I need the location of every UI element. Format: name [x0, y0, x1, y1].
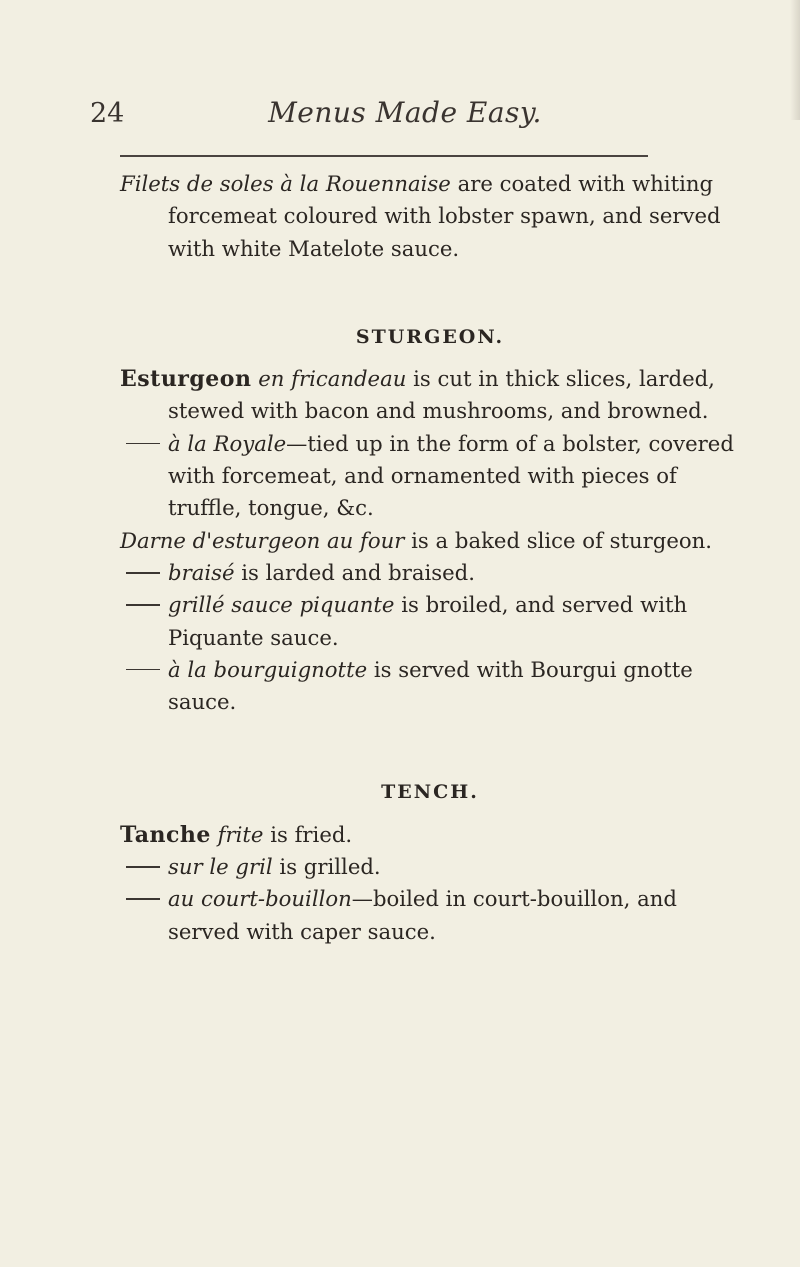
dish-title: en fricandeau [251, 366, 407, 392]
ditto-dash [126, 866, 160, 868]
entry-tanche-au-court-bouillon [120, 883, 740, 948]
entry-esturgeon-a-la-royale [120, 428, 740, 525]
dish-title: au court-bouillon [168, 886, 352, 912]
dish-title: sur le gril [168, 854, 273, 880]
entry-esturgeon-bourguignotte [120, 654, 740, 719]
section-heading-tench: TENCH. [381, 781, 479, 804]
dish-description: is larded and braised. [234, 559, 475, 585]
page-header [90, 98, 720, 142]
entry-filets-de-soles [120, 168, 740, 265]
dish-description: is served with Bourgui gnotte sauce. [168, 656, 693, 715]
page-edge-shadow [790, 0, 800, 120]
dish-title: Filets de soles à la Rouennaise [120, 171, 451, 196]
ditto-dash [126, 898, 160, 900]
entry-esturgeon-en-fricandeau [120, 363, 740, 428]
dish-description: —boiled in court-bouillon, and served with caper sauce. [168, 886, 677, 944]
dish-description: is broiled, and served with Piquante sauce. [168, 592, 688, 650]
ditto-dash [126, 443, 160, 445]
dish-title: à la Royale [168, 430, 287, 456]
entry-esturgeon-braise [120, 557, 740, 589]
dish-lead: Tanche [120, 821, 211, 848]
entry-esturgeon-grille [120, 589, 740, 654]
dish-title: à la bourguignotte [168, 656, 368, 682]
page-number: 24 [90, 98, 125, 129]
dish-title: grillé sauce piquante [168, 592, 395, 618]
entry-darne-d-esturgeon [120, 525, 740, 557]
entry-tanche-frite [120, 819, 740, 851]
dish-lead: Esturgeon [120, 366, 252, 393]
page-body [120, 168, 740, 948]
dish-description: —tied up in the form of a bolster, covered with forcemeat, and ornamented with pieces of truffle, tongue, &c. [168, 430, 734, 521]
dish-description: is a baked slice of sturgeon. [404, 527, 713, 553]
dish-description: is grilled. [272, 854, 381, 880]
dish-title: braisé [168, 559, 235, 585]
header-rule [120, 155, 648, 157]
dish-description: is cut in thick slices, larded, stewed with bacon and mushrooms, and browned. [168, 366, 715, 424]
dish-title: Darne d'esturgeon au four [120, 527, 405, 553]
dish-description: are coated with whiting forcemeat coloured with lobster spawn, and served with white Matelote sauce. [168, 171, 721, 261]
dish-title: frite [210, 821, 264, 847]
ditto-dash [126, 669, 160, 671]
section-heading-sturgeon: STURGEON. [355, 325, 505, 348]
running-title: Menus Made Easy. [268, 96, 542, 129]
dish-description: is fried. [263, 821, 353, 847]
ditto-dash [126, 572, 160, 574]
ditto-dash [126, 604, 160, 606]
entry-tanche-sur-le-gril [120, 851, 740, 883]
